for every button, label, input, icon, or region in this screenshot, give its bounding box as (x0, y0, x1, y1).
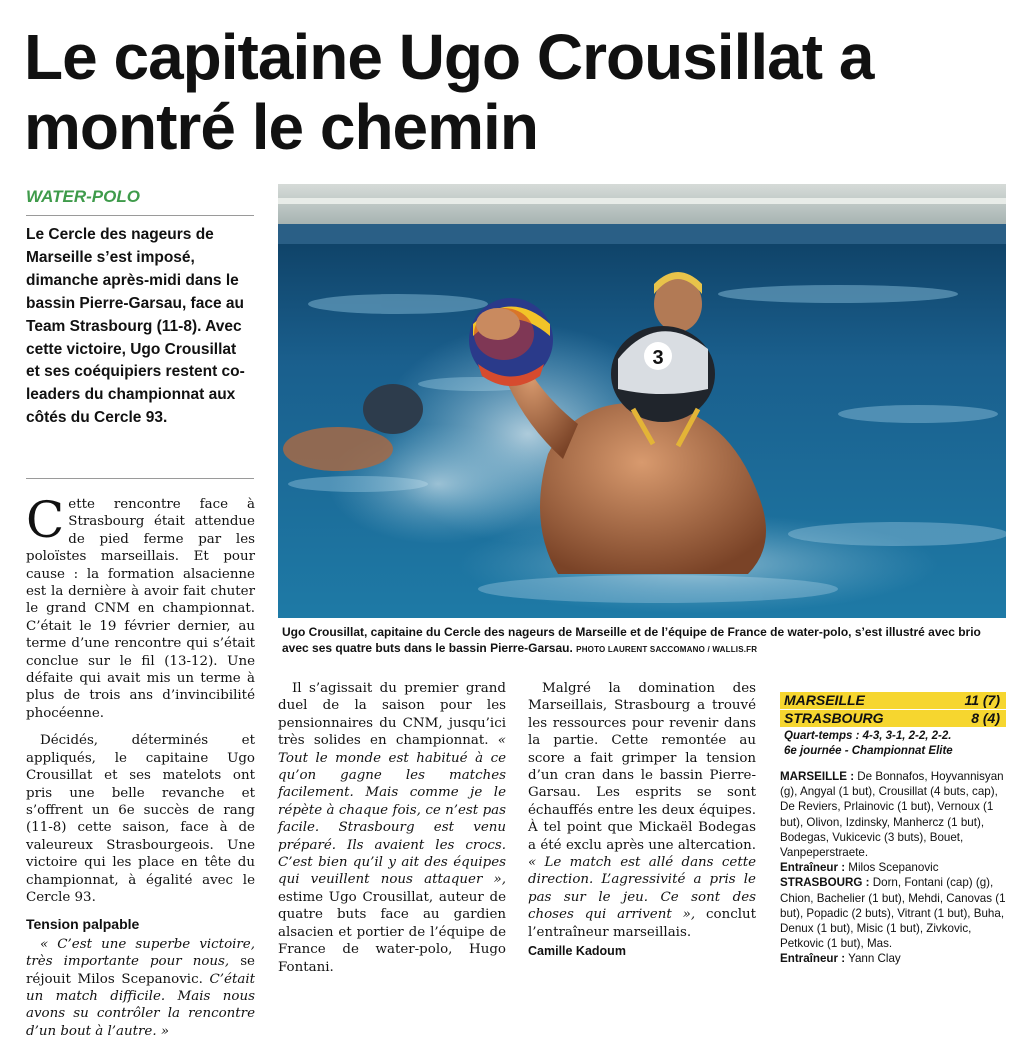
body-paragraph: Décidés, déterminés et appliqués, le capitaine Ugo Crousillat et ses matelots ont pris une belle revanche et s’offrent un 6e succès de rang (11-8) cette saison, face à de valeureux Strasbourgeois. Une victoire qui les place en tête du championnat, à égalité avec le Cercle 93. (26, 733, 255, 905)
team-score: 11 (7) (964, 692, 1000, 708)
body-paragraph: Cette rencontre face à Strasbourg était attendue de pied ferme par les poloïstes marseillais. Et pour cause : la formation alsacienne est la dernière à avoir fait chuter le grand CNM en championnat. C’était le 19 février dernier, au terme d’une rencontre qui s’était conclue sur le fil (13-12). Une défaite qui avait mis un terme à plus de trois ans d’invincibilité phocéenne. (26, 491, 255, 721)
article-column-1 (26, 491, 255, 1040)
headline: Le capitaine Ugo Crousillat a montré le chemin (24, 21, 874, 163)
section-rubric: WATER-POLO (26, 187, 254, 216)
body-paragraph: Il s’agissait du premier grand duel de la saison pour les pensionnaires du CNM, jusqu’ici très solides en championnat. « Tout le monde est habitué à ce qu’on gagne les matches facilement. Mais comme je le répète à chaque fois, ce n’est pas facile. Strasbourg est venu préparé. Ils avaient les crocs. C’est bien qu’il y ait des équipes qui veuillent nous attaquer », estime Ugo Crousillat, auteur de quatre buts face au gardien alsacien et portier de l’équipe de France de water-polo, Hugo Fontani. (278, 681, 506, 975)
article-column-2 (278, 680, 506, 976)
photo-credit: PHOTO LAURENT SACCOMANO / WALLIS.FR (576, 645, 758, 654)
article-column-3 (528, 680, 756, 961)
marseille-coach: Entraîneur : Milos Scepanovic (780, 861, 939, 875)
intertitle: Tension palpable (26, 916, 140, 933)
cap-number: 3 (652, 347, 664, 369)
team-name: MARSEILLE (784, 692, 865, 708)
matchday: 6e journée - Championnat Elite (784, 745, 953, 757)
divider (26, 478, 254, 479)
strasbourg-coach: Entraîneur : Yann Clay (780, 952, 901, 966)
author-signature: Camille Kadoum (528, 944, 626, 959)
drop-cap: C (26, 491, 65, 549)
lineups (780, 769, 1006, 967)
marseille-lineup: MARSEILLE : De Bonnafos, Hoyvannisyan (g), Angyal (1 but), Crousillat (4 buts, cap), De Reviers, Prlainovic (1 but), Vernoux (1 but), Olivon, Izdinsky, Manhercz (1 but), Bodegas, Vukicevic (3 buts), Bouet, Vanpeperstraete. (780, 770, 1004, 860)
quarter-scores: Quart-temps : 4-3, 3-1, 2-2, 2-2. (784, 730, 952, 742)
strasbourg-lineup: STRASBOURG : Dorn, Fontani (cap) (g), Chion, Bachelier (1 but), Mehdi, Canovas (1 but), Popadic (2 buts), Vitrant (1 but), Buha, Denux (1 but), Misic (1 but), Zivkovic, Petkovic (1 but), Mas. (780, 876, 1006, 951)
score-box (780, 692, 1006, 967)
score-row (780, 710, 1006, 727)
match-info (784, 729, 1006, 759)
caption-text: Ugo Crousillat, capitaine du Cercle des nageurs de Marseille et de l’équipe de France de water-polo, s’est illustré avec brio avec ses quatre buts dans le bassin Pierre-Garsau. (282, 625, 981, 655)
photo-caption (282, 624, 1006, 658)
water-polo-photo (278, 184, 1006, 618)
article-photo (278, 184, 1006, 618)
score-row (780, 692, 1006, 709)
lead-paragraph: Le Cercle des nageurs de Marseille s’est imposé, dimanche après-midi dans le bassin Pierre-Garsau, face au Team Strasbourg (11-8). Avec cette victoire, Ugo Crousillat et ses coéquipiers restent co-leaders du championnat aux côtés du Cercle 93. (26, 226, 245, 427)
team-score: 8 (4) (971, 710, 1000, 726)
team-name: STRASBOURG (784, 710, 884, 726)
body-paragraph: « C’est une superbe victoire, très importante pour nous, se réjouit Milos Scepanovic. C’était un match difficile. Mais nous avons su contrôler la rencontre d’un bout à l’autre. » (26, 936, 255, 1039)
body-paragraph: Malgré la domination des Marseillais, Strasbourg a trouvé les ressources pour revenir dans la partie. Cette remontée au score a fait grimper la tension d’un cran dans le bassin Pierre-Garsau. Les esprits se sont échauffés entre les deux équipes. À tel point que Mickaël Bodegas a été exclu après une altercation. « Le match est allé dans cette direction. L’agressivité a pris le pas sur le jeu. Ce sont des choses qui arrivent », conclut l’entraîneur marseillais. (528, 681, 756, 940)
